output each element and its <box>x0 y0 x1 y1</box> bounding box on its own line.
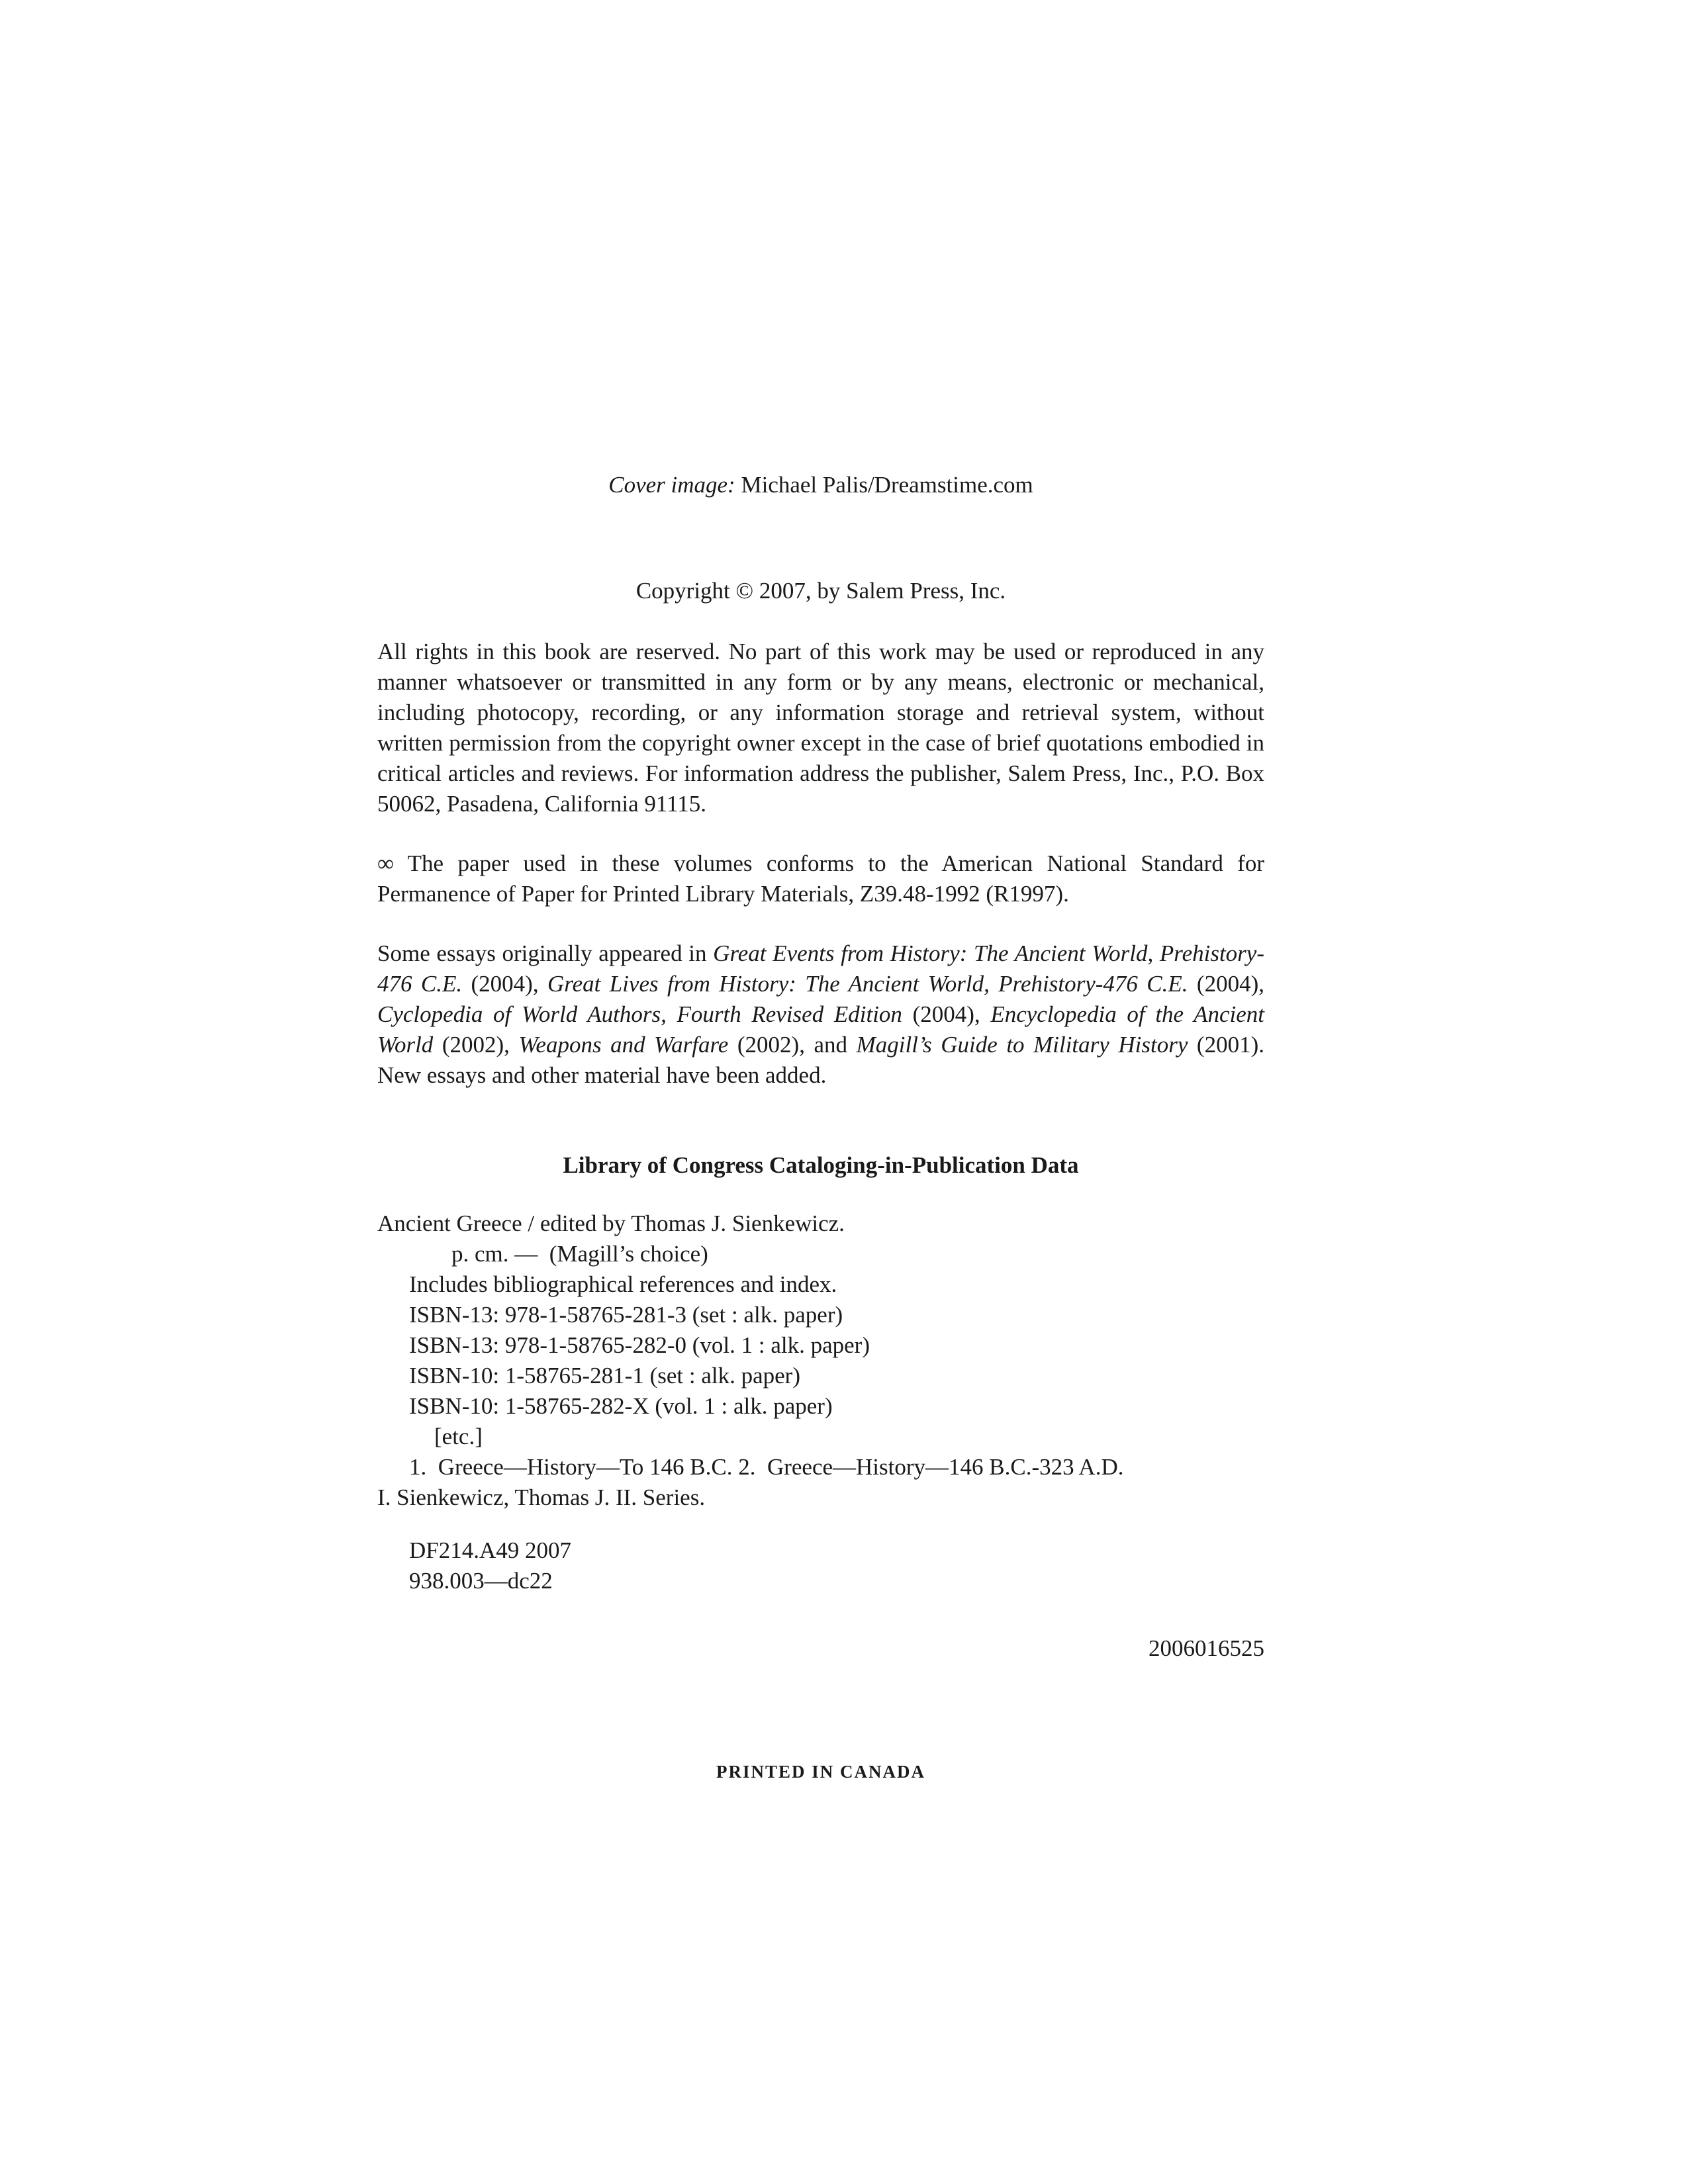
cip-title-line: Ancient Greece / edited by Thomas J. Sienkewicz. <box>377 1210 845 1236</box>
cip-pcm-line: p. cm. — (Magill’s choice) <box>451 1241 708 1267</box>
essays-text: (2001). New essays and other material have been added. <box>377 1032 1264 1088</box>
essays-text: (2002), and <box>728 1032 857 1058</box>
cip-block <box>377 1208 1264 1513</box>
essays-title: Encyclopedia of the Ancient World <box>377 1001 1264 1058</box>
cip-isbn-line: ISBN-10: 1-58765-281-1 (set : alk. paper) <box>409 1363 800 1388</box>
cover-credit <box>377 470 1264 500</box>
paper-paragraph: ∞ The paper used in these volumes conforms to the American National Standard for Permanence of Paper for Printed Library Materials, Z39.48-1992 (R1997). <box>377 850 1264 907</box>
cip-subjects-line: 1. Greece—History—To 146 B.C. 2. Greece—History—146 B.C.-323 A.D. <box>409 1454 1124 1480</box>
essays-text: (2002), <box>433 1032 519 1058</box>
essays-text: (2004), <box>1188 971 1264 997</box>
cip-includes-line: Includes bibliographical references and index. <box>409 1271 837 1297</box>
essays-title: Cyclopedia of World Authors, Fourth Revised Edition <box>377 1001 902 1027</box>
essays-text: (2004), <box>462 971 547 997</box>
cover-credit-label: Cover image: <box>608 472 735 498</box>
essays-text: (2004), <box>902 1001 991 1027</box>
essays-text: Some essays originally appeared in <box>377 940 714 966</box>
cover-credit-text: Michael Palis/Dreamstime.com <box>741 472 1033 498</box>
cip-isbn-line: ISBN-13: 978-1-58765-281-3 (set : alk. paper) <box>409 1302 843 1328</box>
essays-title: Magill’s Guide to Military History <box>856 1032 1188 1058</box>
printed-in: PRINTED IN CANADA <box>716 1762 925 1782</box>
cip-added-entries-line: I. Sienkewicz, Thomas J. II. Series. <box>377 1484 706 1510</box>
copyright-line: Copyright © 2007, by Salem Press, Inc. <box>635 578 1006 604</box>
cip-isbn-line: ISBN-10: 1-58765-282-X (vol. 1 : alk. paper) <box>409 1393 833 1419</box>
cip-etc-line: [etc.] <box>434 1424 483 1449</box>
cip-dewey: 938.003—dc22 <box>409 1568 553 1594</box>
essays-title: Great Events from History: The Ancient World, Prehistory-476 C.E. <box>377 940 1264 997</box>
essays-title: Great Lives from History: The Ancient World, Prehistory-476 C.E. <box>547 971 1188 997</box>
rights-paragraph: All rights in this book are reserved. No part of this work may be used or reproduced in any manner whatsoever or transmitted in any form or by any means, electronic or mechanical, including photocopy, recording, or any information storage and retrieval system, without written permission from the copyright owner except in the case of brief quotations embodied in critical articles and reviews. For information address the publisher, Salem Press, Inc., P.O. Box 50062, Pasadena, California 91115. <box>377 639 1264 817</box>
cip-isbn-line: ISBN-13: 978-1-58765-282-0 (vol. 1 : alk. paper) <box>409 1332 870 1358</box>
essays-paragraph <box>377 938 1264 1091</box>
cip-classification <box>377 1535 1264 1596</box>
essays-title: Weapons and Warfare <box>518 1032 729 1058</box>
cip-lc-class: DF214.A49 2007 <box>409 1537 572 1563</box>
cip-heading: Library of Congress Cataloging-in-Publication Data <box>563 1152 1079 1178</box>
cip-lccn: 2006016525 <box>1149 1635 1264 1661</box>
